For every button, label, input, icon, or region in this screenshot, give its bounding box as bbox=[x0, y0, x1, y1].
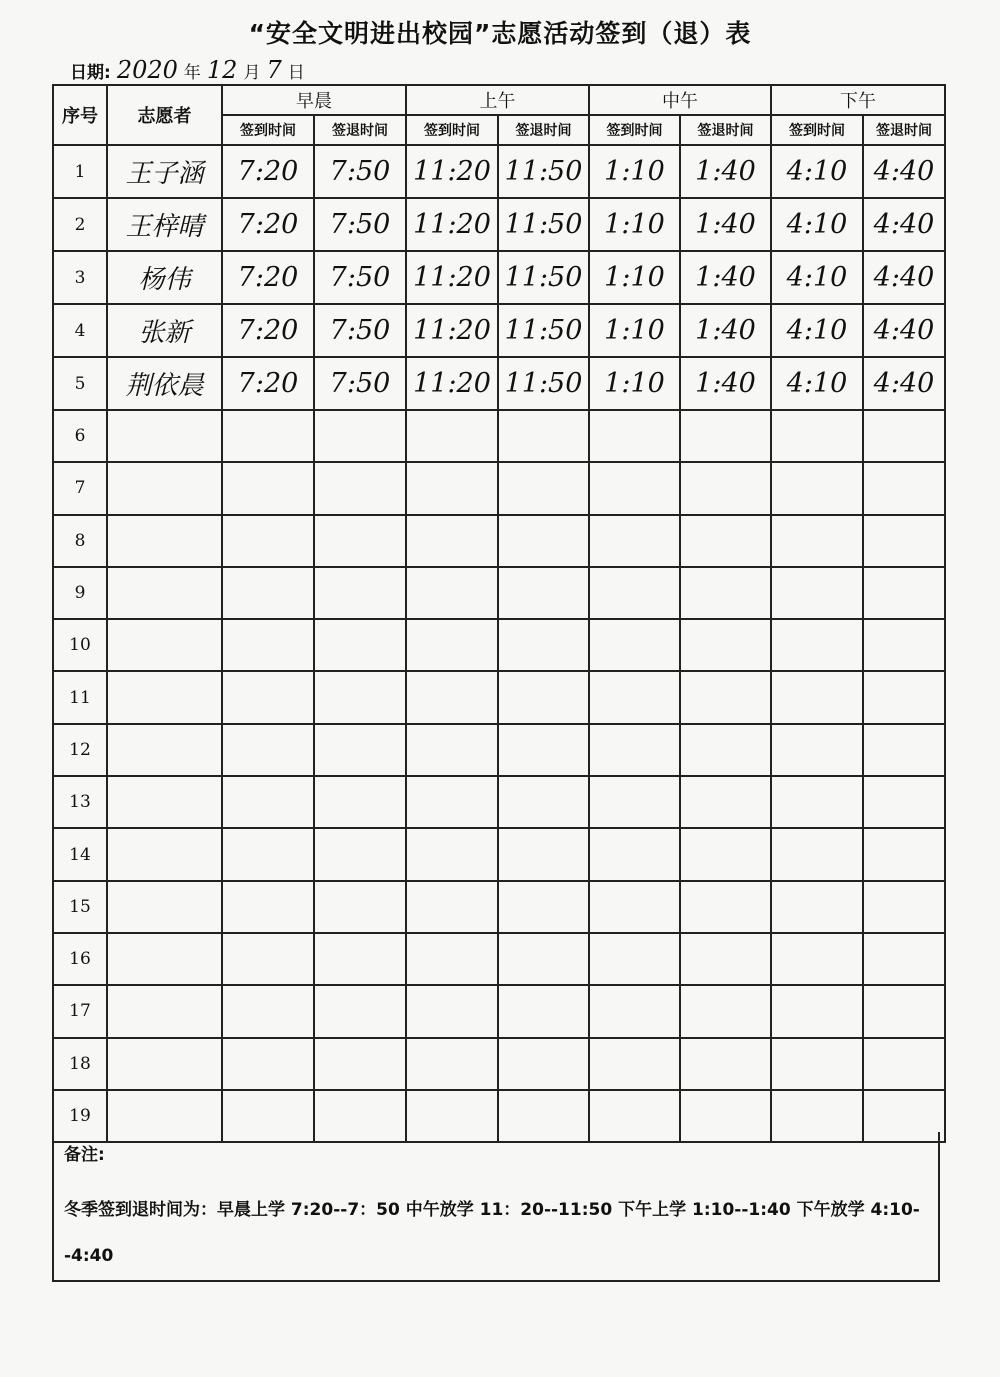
header-sign-in: 签到时间 bbox=[406, 115, 498, 145]
sign-in-time bbox=[771, 567, 863, 619]
sign-in-time bbox=[589, 410, 680, 462]
sign-out-time bbox=[498, 933, 589, 985]
sign-out-time bbox=[498, 985, 589, 1037]
sign-in-time bbox=[406, 724, 498, 776]
table-row bbox=[53, 671, 945, 723]
sign-out-time bbox=[863, 671, 945, 723]
row-seq: 17 bbox=[53, 985, 107, 1037]
sign-out-time: 4:40 bbox=[863, 251, 945, 304]
sign-in-time bbox=[589, 671, 680, 723]
volunteer-name bbox=[107, 881, 222, 933]
sign-in-time bbox=[589, 619, 680, 671]
sign-in-time bbox=[222, 619, 314, 671]
sign-in-time bbox=[406, 828, 498, 880]
volunteer-name: 王子涵 bbox=[107, 145, 222, 198]
row-seq: 10 bbox=[53, 619, 107, 671]
header-sign-in: 签到时间 bbox=[222, 115, 314, 145]
sign-out-time: 11:50 bbox=[498, 198, 589, 251]
volunteer-name bbox=[107, 985, 222, 1037]
row-seq: 5 bbox=[53, 357, 107, 410]
sign-in-time bbox=[771, 515, 863, 567]
sign-out-time bbox=[680, 828, 771, 880]
row-seq: 12 bbox=[53, 724, 107, 776]
sign-out-time bbox=[314, 881, 406, 933]
volunteer-name bbox=[107, 1038, 222, 1090]
table-row bbox=[53, 1038, 945, 1090]
sign-out-time: 1:40 bbox=[680, 357, 771, 410]
volunteer-name bbox=[107, 410, 222, 462]
sign-out-time bbox=[863, 567, 945, 619]
sign-in-time bbox=[771, 462, 863, 514]
sign-out-time bbox=[314, 933, 406, 985]
sign-in-time: 11:20 bbox=[406, 251, 498, 304]
sign-in-time: 7:20 bbox=[222, 251, 314, 304]
sign-out-time bbox=[863, 410, 945, 462]
row-seq: 13 bbox=[53, 776, 107, 828]
row-seq: 19 bbox=[53, 1090, 107, 1142]
sign-in-time: 1:10 bbox=[589, 198, 680, 251]
sign-in-time bbox=[589, 828, 680, 880]
sign-out-time bbox=[863, 828, 945, 880]
sign-in-time bbox=[589, 985, 680, 1037]
sign-in-time: 11:20 bbox=[406, 198, 498, 251]
sign-in-time bbox=[222, 933, 314, 985]
sign-out-time bbox=[314, 410, 406, 462]
row-seq: 11 bbox=[53, 671, 107, 723]
sign-out-time: 4:40 bbox=[863, 145, 945, 198]
volunteer-name bbox=[107, 515, 222, 567]
row-seq: 9 bbox=[53, 567, 107, 619]
sign-in-time: 1:10 bbox=[589, 145, 680, 198]
sign-out-time bbox=[863, 724, 945, 776]
sign-in-time bbox=[406, 881, 498, 933]
row-seq: 8 bbox=[53, 515, 107, 567]
sign-in-time bbox=[222, 567, 314, 619]
date-label: 日期: bbox=[70, 63, 111, 83]
date-month: 12 bbox=[206, 56, 238, 84]
row-seq: 4 bbox=[53, 304, 107, 357]
notes-body: 冬季签到退时间为：早晨上学 7:20--7：50 中午放学 11：20--11:50 下午上学 1:10--1:40 下午放学 4:10--4:40 bbox=[64, 1200, 920, 1266]
sign-out-time bbox=[498, 671, 589, 723]
sign-out-time bbox=[863, 1038, 945, 1090]
sign-out-time bbox=[498, 462, 589, 514]
sign-in-time bbox=[589, 724, 680, 776]
sign-in-time bbox=[406, 671, 498, 723]
sign-out-time: 11:50 bbox=[498, 357, 589, 410]
sign-out-time bbox=[314, 619, 406, 671]
sign-out-time bbox=[863, 776, 945, 828]
sign-in-time bbox=[406, 462, 498, 514]
sign-in-time bbox=[589, 933, 680, 985]
sign-in-time: 1:10 bbox=[589, 357, 680, 410]
sign-out-time bbox=[863, 881, 945, 933]
volunteer-name: 荆依晨 bbox=[107, 357, 222, 410]
sign-out-time bbox=[680, 567, 771, 619]
sign-in-time bbox=[589, 776, 680, 828]
sign-out-time bbox=[498, 724, 589, 776]
row-seq: 18 bbox=[53, 1038, 107, 1090]
sign-in-time bbox=[771, 671, 863, 723]
volunteer-name bbox=[107, 567, 222, 619]
table-row bbox=[53, 462, 945, 514]
sign-in-time bbox=[406, 410, 498, 462]
sign-in-time bbox=[589, 462, 680, 514]
sign-in-time bbox=[406, 515, 498, 567]
sign-out-time bbox=[680, 462, 771, 514]
sign-out-time bbox=[863, 462, 945, 514]
sign-out-time bbox=[863, 619, 945, 671]
sign-out-time: 1:40 bbox=[680, 251, 771, 304]
table-row bbox=[53, 776, 945, 828]
sign-in-time bbox=[771, 828, 863, 880]
sign-out-time bbox=[863, 515, 945, 567]
sign-out-time bbox=[314, 724, 406, 776]
sign-in-time bbox=[222, 881, 314, 933]
sign-out-time: 7:50 bbox=[314, 304, 406, 357]
notes-title: 备注: bbox=[64, 1145, 105, 1165]
sign-out-time bbox=[680, 985, 771, 1037]
sign-out-time: 1:40 bbox=[680, 304, 771, 357]
sign-out-time: 4:40 bbox=[863, 304, 945, 357]
header-sign-out: 签退时间 bbox=[863, 115, 945, 145]
sign-out-time bbox=[498, 828, 589, 880]
sign-out-time bbox=[680, 776, 771, 828]
sign-out-time bbox=[498, 776, 589, 828]
table-row bbox=[53, 410, 945, 462]
volunteer-name: 杨伟 bbox=[107, 251, 222, 304]
sign-in-time bbox=[771, 619, 863, 671]
sign-in-time bbox=[222, 1038, 314, 1090]
header-afternoon: 下午 bbox=[771, 85, 945, 115]
sign-in-time bbox=[589, 1038, 680, 1090]
row-seq: 16 bbox=[53, 933, 107, 985]
sign-out-time bbox=[863, 985, 945, 1037]
row-seq: 15 bbox=[53, 881, 107, 933]
volunteer-name bbox=[107, 776, 222, 828]
sign-out-time: 1:40 bbox=[680, 145, 771, 198]
sign-out-time bbox=[498, 881, 589, 933]
sign-in-time bbox=[222, 776, 314, 828]
header-sign-out: 签退时间 bbox=[314, 115, 406, 145]
sign-out-time: 11:50 bbox=[498, 304, 589, 357]
sign-in-time bbox=[771, 985, 863, 1037]
sign-out-time bbox=[314, 776, 406, 828]
year-unit: 年 bbox=[183, 63, 201, 83]
table-row bbox=[53, 933, 945, 985]
sign-out-time: 4:40 bbox=[863, 357, 945, 410]
row-seq: 14 bbox=[53, 828, 107, 880]
row-seq: 6 bbox=[53, 410, 107, 462]
sign-out-time bbox=[680, 933, 771, 985]
sign-in-time: 7:20 bbox=[222, 145, 314, 198]
table-row bbox=[53, 881, 945, 933]
sign-out-time: 7:50 bbox=[314, 251, 406, 304]
volunteer-name bbox=[107, 828, 222, 880]
volunteer-name: 张新 bbox=[107, 304, 222, 357]
sign-in-time: 11:20 bbox=[406, 304, 498, 357]
date-day: 7 bbox=[266, 56, 282, 84]
sign-in-time bbox=[771, 724, 863, 776]
sign-in-time bbox=[222, 410, 314, 462]
table-row bbox=[53, 985, 945, 1037]
month-unit: 月 bbox=[243, 63, 261, 83]
volunteer-name bbox=[107, 619, 222, 671]
table-row bbox=[53, 304, 945, 357]
sign-out-time bbox=[314, 515, 406, 567]
sign-out-time bbox=[314, 567, 406, 619]
sign-in-time bbox=[406, 985, 498, 1037]
sign-in-time bbox=[406, 619, 498, 671]
sign-in-time bbox=[589, 567, 680, 619]
header-morning: 早晨 bbox=[222, 85, 406, 115]
sign-in-time bbox=[771, 1038, 863, 1090]
table-row bbox=[53, 567, 945, 619]
sign-out-time bbox=[680, 619, 771, 671]
header-seq: 序号 bbox=[53, 85, 107, 145]
table-row bbox=[53, 357, 945, 410]
sign-out-time bbox=[314, 462, 406, 514]
date-year: 2020 bbox=[116, 56, 178, 84]
sign-out-time bbox=[680, 881, 771, 933]
sign-in-time bbox=[222, 515, 314, 567]
table-row bbox=[53, 828, 945, 880]
header-sign-out: 签退时间 bbox=[680, 115, 771, 145]
sign-in-time bbox=[222, 828, 314, 880]
sign-out-time bbox=[680, 671, 771, 723]
sign-in-time bbox=[406, 933, 498, 985]
header-noon: 中午 bbox=[589, 85, 771, 115]
sign-in-time bbox=[406, 567, 498, 619]
sign-in-time: 1:10 bbox=[589, 251, 680, 304]
row-seq: 7 bbox=[53, 462, 107, 514]
table-row bbox=[53, 619, 945, 671]
table-row bbox=[53, 724, 945, 776]
notes-box bbox=[52, 1132, 940, 1282]
sign-out-time bbox=[314, 671, 406, 723]
sign-out-time: 1:40 bbox=[680, 198, 771, 251]
sign-in-time bbox=[406, 1038, 498, 1090]
sign-out-time bbox=[498, 515, 589, 567]
volunteer-name bbox=[107, 462, 222, 514]
sign-in-time: 1:10 bbox=[589, 304, 680, 357]
table-row bbox=[53, 251, 945, 304]
sign-in-time: 7:20 bbox=[222, 198, 314, 251]
signin-table bbox=[52, 84, 946, 1143]
sign-in-time bbox=[406, 776, 498, 828]
sign-out-time: 4:40 bbox=[863, 198, 945, 251]
table-row bbox=[53, 198, 945, 251]
sign-in-time: 4:10 bbox=[771, 198, 863, 251]
sign-out-time bbox=[314, 985, 406, 1037]
sign-in-time: 4:10 bbox=[771, 145, 863, 198]
table-row bbox=[53, 145, 945, 198]
sign-in-time bbox=[222, 462, 314, 514]
sign-in-time: 4:10 bbox=[771, 304, 863, 357]
sign-out-time: 7:50 bbox=[314, 145, 406, 198]
sign-in-time bbox=[771, 881, 863, 933]
sign-out-time bbox=[498, 619, 589, 671]
row-seq: 1 bbox=[53, 145, 107, 198]
header-volunteer: 志愿者 bbox=[107, 85, 222, 145]
table-row bbox=[53, 515, 945, 567]
sign-out-time: 7:50 bbox=[314, 198, 406, 251]
sign-in-time: 7:20 bbox=[222, 304, 314, 357]
sign-out-time bbox=[498, 1038, 589, 1090]
volunteer-name bbox=[107, 671, 222, 723]
sign-out-time bbox=[863, 933, 945, 985]
sign-out-time bbox=[680, 724, 771, 776]
row-seq: 2 bbox=[53, 198, 107, 251]
sign-out-time: 11:50 bbox=[498, 145, 589, 198]
sign-in-time bbox=[222, 985, 314, 1037]
sign-out-time: 11:50 bbox=[498, 251, 589, 304]
volunteer-name: 王梓晴 bbox=[107, 198, 222, 251]
header-sign-in: 签到时间 bbox=[771, 115, 863, 145]
sign-in-time bbox=[771, 410, 863, 462]
sign-in-time bbox=[771, 933, 863, 985]
sign-in-time bbox=[222, 724, 314, 776]
header-sign-in: 签到时间 bbox=[589, 115, 680, 145]
sign-in-time: 11:20 bbox=[406, 145, 498, 198]
volunteer-name bbox=[107, 724, 222, 776]
sign-out-time bbox=[314, 828, 406, 880]
sign-in-time: 4:10 bbox=[771, 251, 863, 304]
sign-out-time bbox=[680, 1038, 771, 1090]
sign-in-time: 7:20 bbox=[222, 357, 314, 410]
date-line bbox=[70, 56, 305, 84]
sign-in-time bbox=[771, 776, 863, 828]
sign-in-time bbox=[222, 671, 314, 723]
row-seq: 3 bbox=[53, 251, 107, 304]
day-unit: 日 bbox=[287, 63, 305, 83]
form-title: “安全文明进出校园”志愿活动签到（退）表 bbox=[248, 19, 752, 48]
sign-in-time bbox=[589, 881, 680, 933]
volunteer-name bbox=[107, 933, 222, 985]
header-sign-out: 签退时间 bbox=[498, 115, 589, 145]
sign-out-time bbox=[680, 410, 771, 462]
header-forenoon: 上午 bbox=[406, 85, 589, 115]
sign-out-time bbox=[314, 1038, 406, 1090]
sign-out-time bbox=[498, 410, 589, 462]
sign-out-time bbox=[680, 515, 771, 567]
sign-in-time: 11:20 bbox=[406, 357, 498, 410]
sign-out-time bbox=[498, 567, 589, 619]
sign-in-time bbox=[589, 515, 680, 567]
sign-out-time: 7:50 bbox=[314, 357, 406, 410]
sign-in-time: 4:10 bbox=[771, 357, 863, 410]
